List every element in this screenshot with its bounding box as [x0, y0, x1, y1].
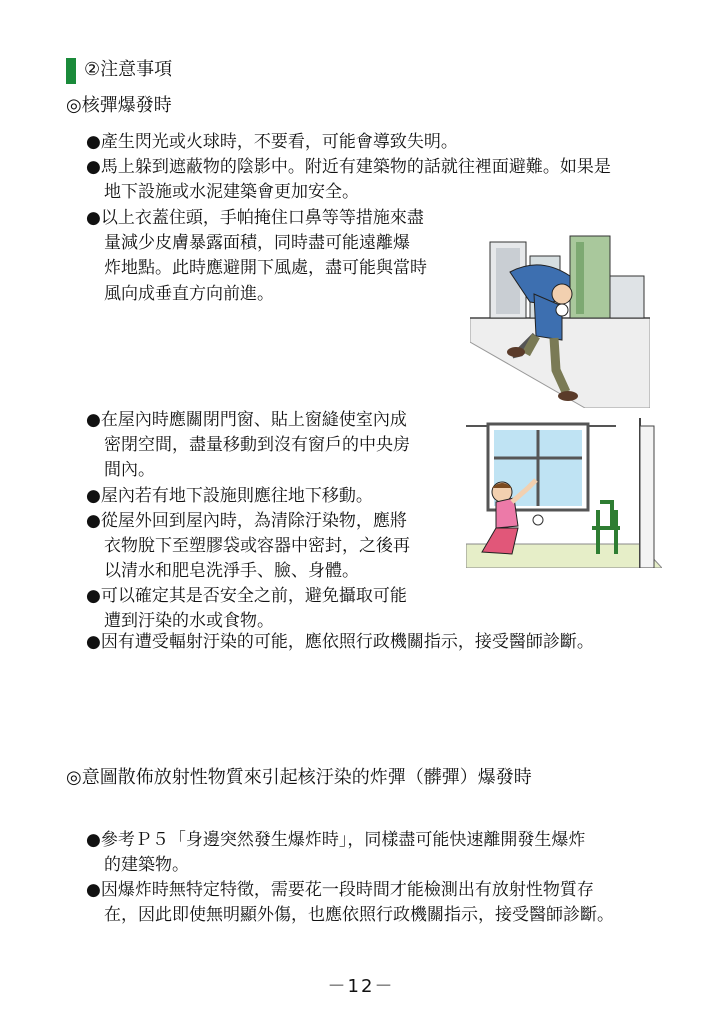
page-number: －12－: [327, 976, 395, 997]
bullet-line: 風向成垂直方向前進。: [104, 284, 274, 304]
bullet-line: 在，因此即使無明顯外傷，也應依照行政機關指示，接受醫師診斷。: [104, 905, 614, 925]
bullet-line: ●產生閃光或火球時，不要看，可能會導致失明。: [86, 132, 458, 152]
bullet-line: 遭到汙染的水或食物。: [104, 611, 274, 631]
bullet-line: 以清水和肥皂洗淨手、臉、身體。: [104, 561, 359, 581]
bullet-line: ●因爆炸時無特定特徵，需要花一段時間才能檢測出有放射性物質存: [86, 880, 594, 900]
bullet-line: ●因有遭受輻射汙染的可能，應依照行政機關指示，接受醫師診斷。: [86, 632, 594, 652]
section-title: ②注意事項: [84, 59, 173, 80]
section-marker: [66, 58, 76, 84]
bullet-line: 密閉空間，盡量移動到沒有窗戶的中央房: [104, 435, 410, 455]
bullet-line: ●屋內若有地下設施則應往地下移動。: [86, 486, 373, 506]
bullet-line: 的建築物。: [104, 855, 189, 875]
bullet-line: ●可以確定其是否安全之前，避免攝取可能: [86, 586, 407, 606]
bullet-line: 量減少皮膚暴露面積，同時盡可能遠離爆: [104, 233, 410, 253]
nuclear-heading: ◎核彈爆發時: [66, 95, 172, 116]
bullet-line: ●以上衣蓋住頭，手帕掩住口鼻等等措施來盡: [86, 208, 424, 228]
bullet-line: 衣物脫下至塑膠袋或容器中密封，之後再: [104, 536, 410, 556]
taping-window-illustration: [466, 418, 662, 568]
bullet-line: 地下設施或水泥建築會更加安全。: [104, 182, 359, 202]
bullet-line: ●在屋內時應關閉門窗、貼上窗縫使室內成: [86, 410, 407, 430]
bullet-line: ●馬上躲到遮蔽物的陰影中。附近有建築物的話就往裡面避難。如果是: [86, 157, 611, 177]
bullet-line: 炸地點。此時應避開下風處，盡可能與當時: [104, 258, 427, 278]
bullet-line: ●從屋外回到屋內時，為清除汙染物，應將: [86, 511, 407, 531]
running-man-illustration: [470, 232, 650, 408]
dirty-bomb-heading: ◎意圖散佈放射性物質來引起核汙染的炸彈（髒彈）爆發時: [66, 767, 532, 788]
bullet-line: ●參考Ｐ５「身邊突然發生爆炸時」，同樣盡可能快速離開發生爆炸: [86, 830, 586, 850]
bullet-line: 間內。: [104, 460, 155, 480]
